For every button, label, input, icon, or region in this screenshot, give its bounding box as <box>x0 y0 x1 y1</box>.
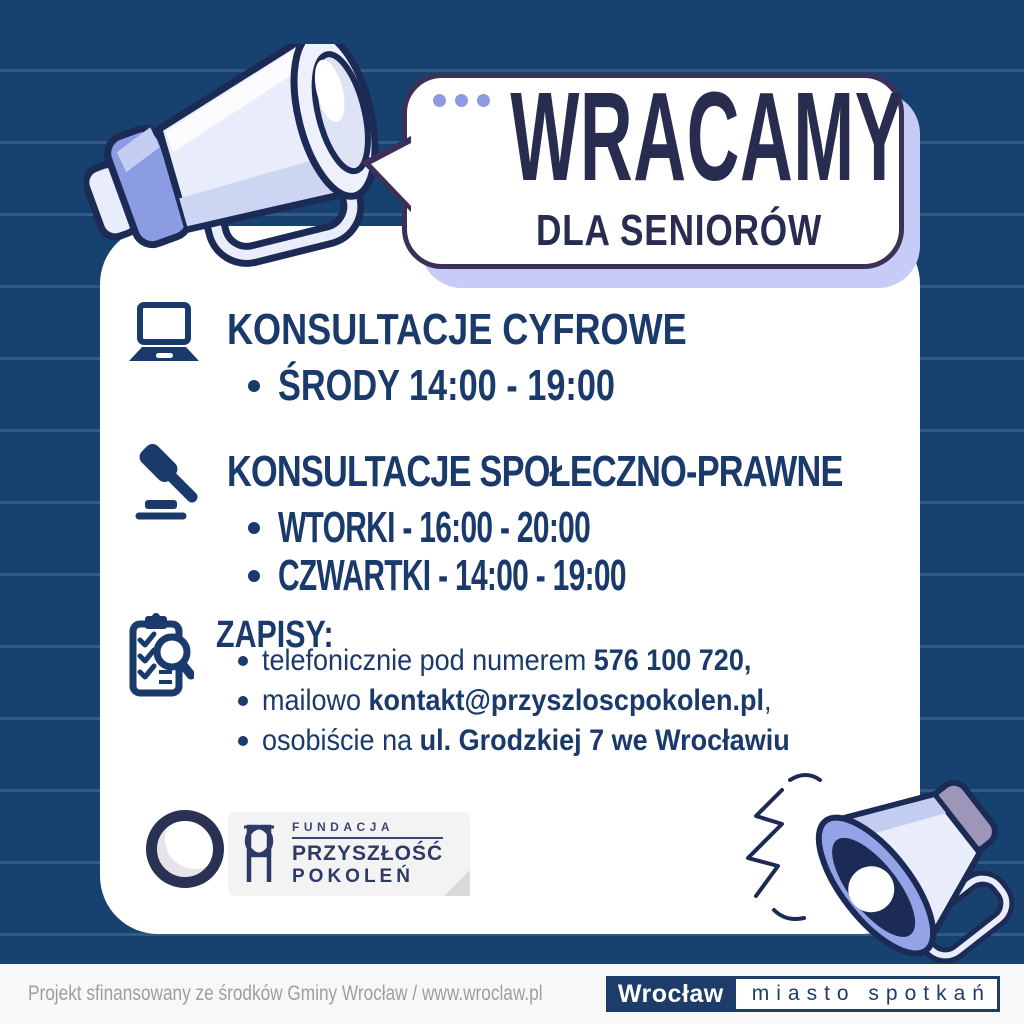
bullet-dot <box>238 736 248 746</box>
typing-dots-icon <box>433 94 490 107</box>
foundation-word: FUNDACJA <box>292 820 443 839</box>
ring-logo <box>146 810 224 888</box>
zapisy-item-address: osobiście na ul. Grodzkiej 7 we Wrocławiu <box>238 726 848 756</box>
bullet-dot <box>238 696 248 706</box>
poster-title: WRACAMY <box>510 66 905 207</box>
zapisy-item-phone: telefonicznie pod numerem 576 100 720, <box>238 646 806 676</box>
foundation-name-line2: POKOLEŃ <box>292 866 414 887</box>
bullet-dot <box>248 570 260 582</box>
wroclaw-logo-secondary: miasto spotkań <box>736 976 1000 1012</box>
bullet-wtorki: WTORKI - 16:00 - 20:00 <box>248 506 737 550</box>
megaphone-small-icon <box>686 768 1024 978</box>
wroclaw-logo-primary: Wrocław <box>606 976 736 1012</box>
bullet-dot <box>248 380 260 392</box>
clipboard-search-icon <box>128 612 194 700</box>
bullet-czwartki: CZWARTKI - 14:00 - 19:00 <box>248 554 789 598</box>
foundation-logo-badge <box>228 812 470 896</box>
bullet-srody: ŚRODY 14:00 - 19:00 <box>248 364 710 408</box>
section-heading-cyfrowe: KONSULTACJE CYFROWE <box>227 305 687 354</box>
section-heading-zapisy: ZAPISY: <box>216 614 334 656</box>
gavel-icon <box>134 442 200 524</box>
footer-bar <box>0 964 1024 1024</box>
section-heading-spoleczno-prawne: KONSULTACJE SPOŁECZNO-PRAWNE <box>227 447 843 496</box>
speech-bubble <box>402 66 905 269</box>
wroclaw-city-logo <box>606 976 1000 1012</box>
street-address: ul. Grodzkiej 7 we Wrocławiu <box>419 724 790 757</box>
email-address: kontakt@przyszloscpokolen.pl <box>368 684 764 717</box>
phone-number: 576 100 720, <box>593 644 752 677</box>
funding-credit: Projekt sfinansowany ze środków Gminy Wrocław / www.wroclaw.pl <box>28 982 543 1005</box>
laptop-icon <box>126 302 202 366</box>
poster-subtitle: DLA SENIORÓW <box>536 206 822 255</box>
foundation-name-line1: PRZYSZŁOŚĆ <box>292 842 444 865</box>
bullet-dot <box>248 522 260 534</box>
bullet-dot <box>238 656 248 666</box>
zapisy-item-email: mailowo kontakt@przyszloscpokolen.pl, <box>238 686 828 716</box>
pp-monogram-icon <box>236 823 282 885</box>
